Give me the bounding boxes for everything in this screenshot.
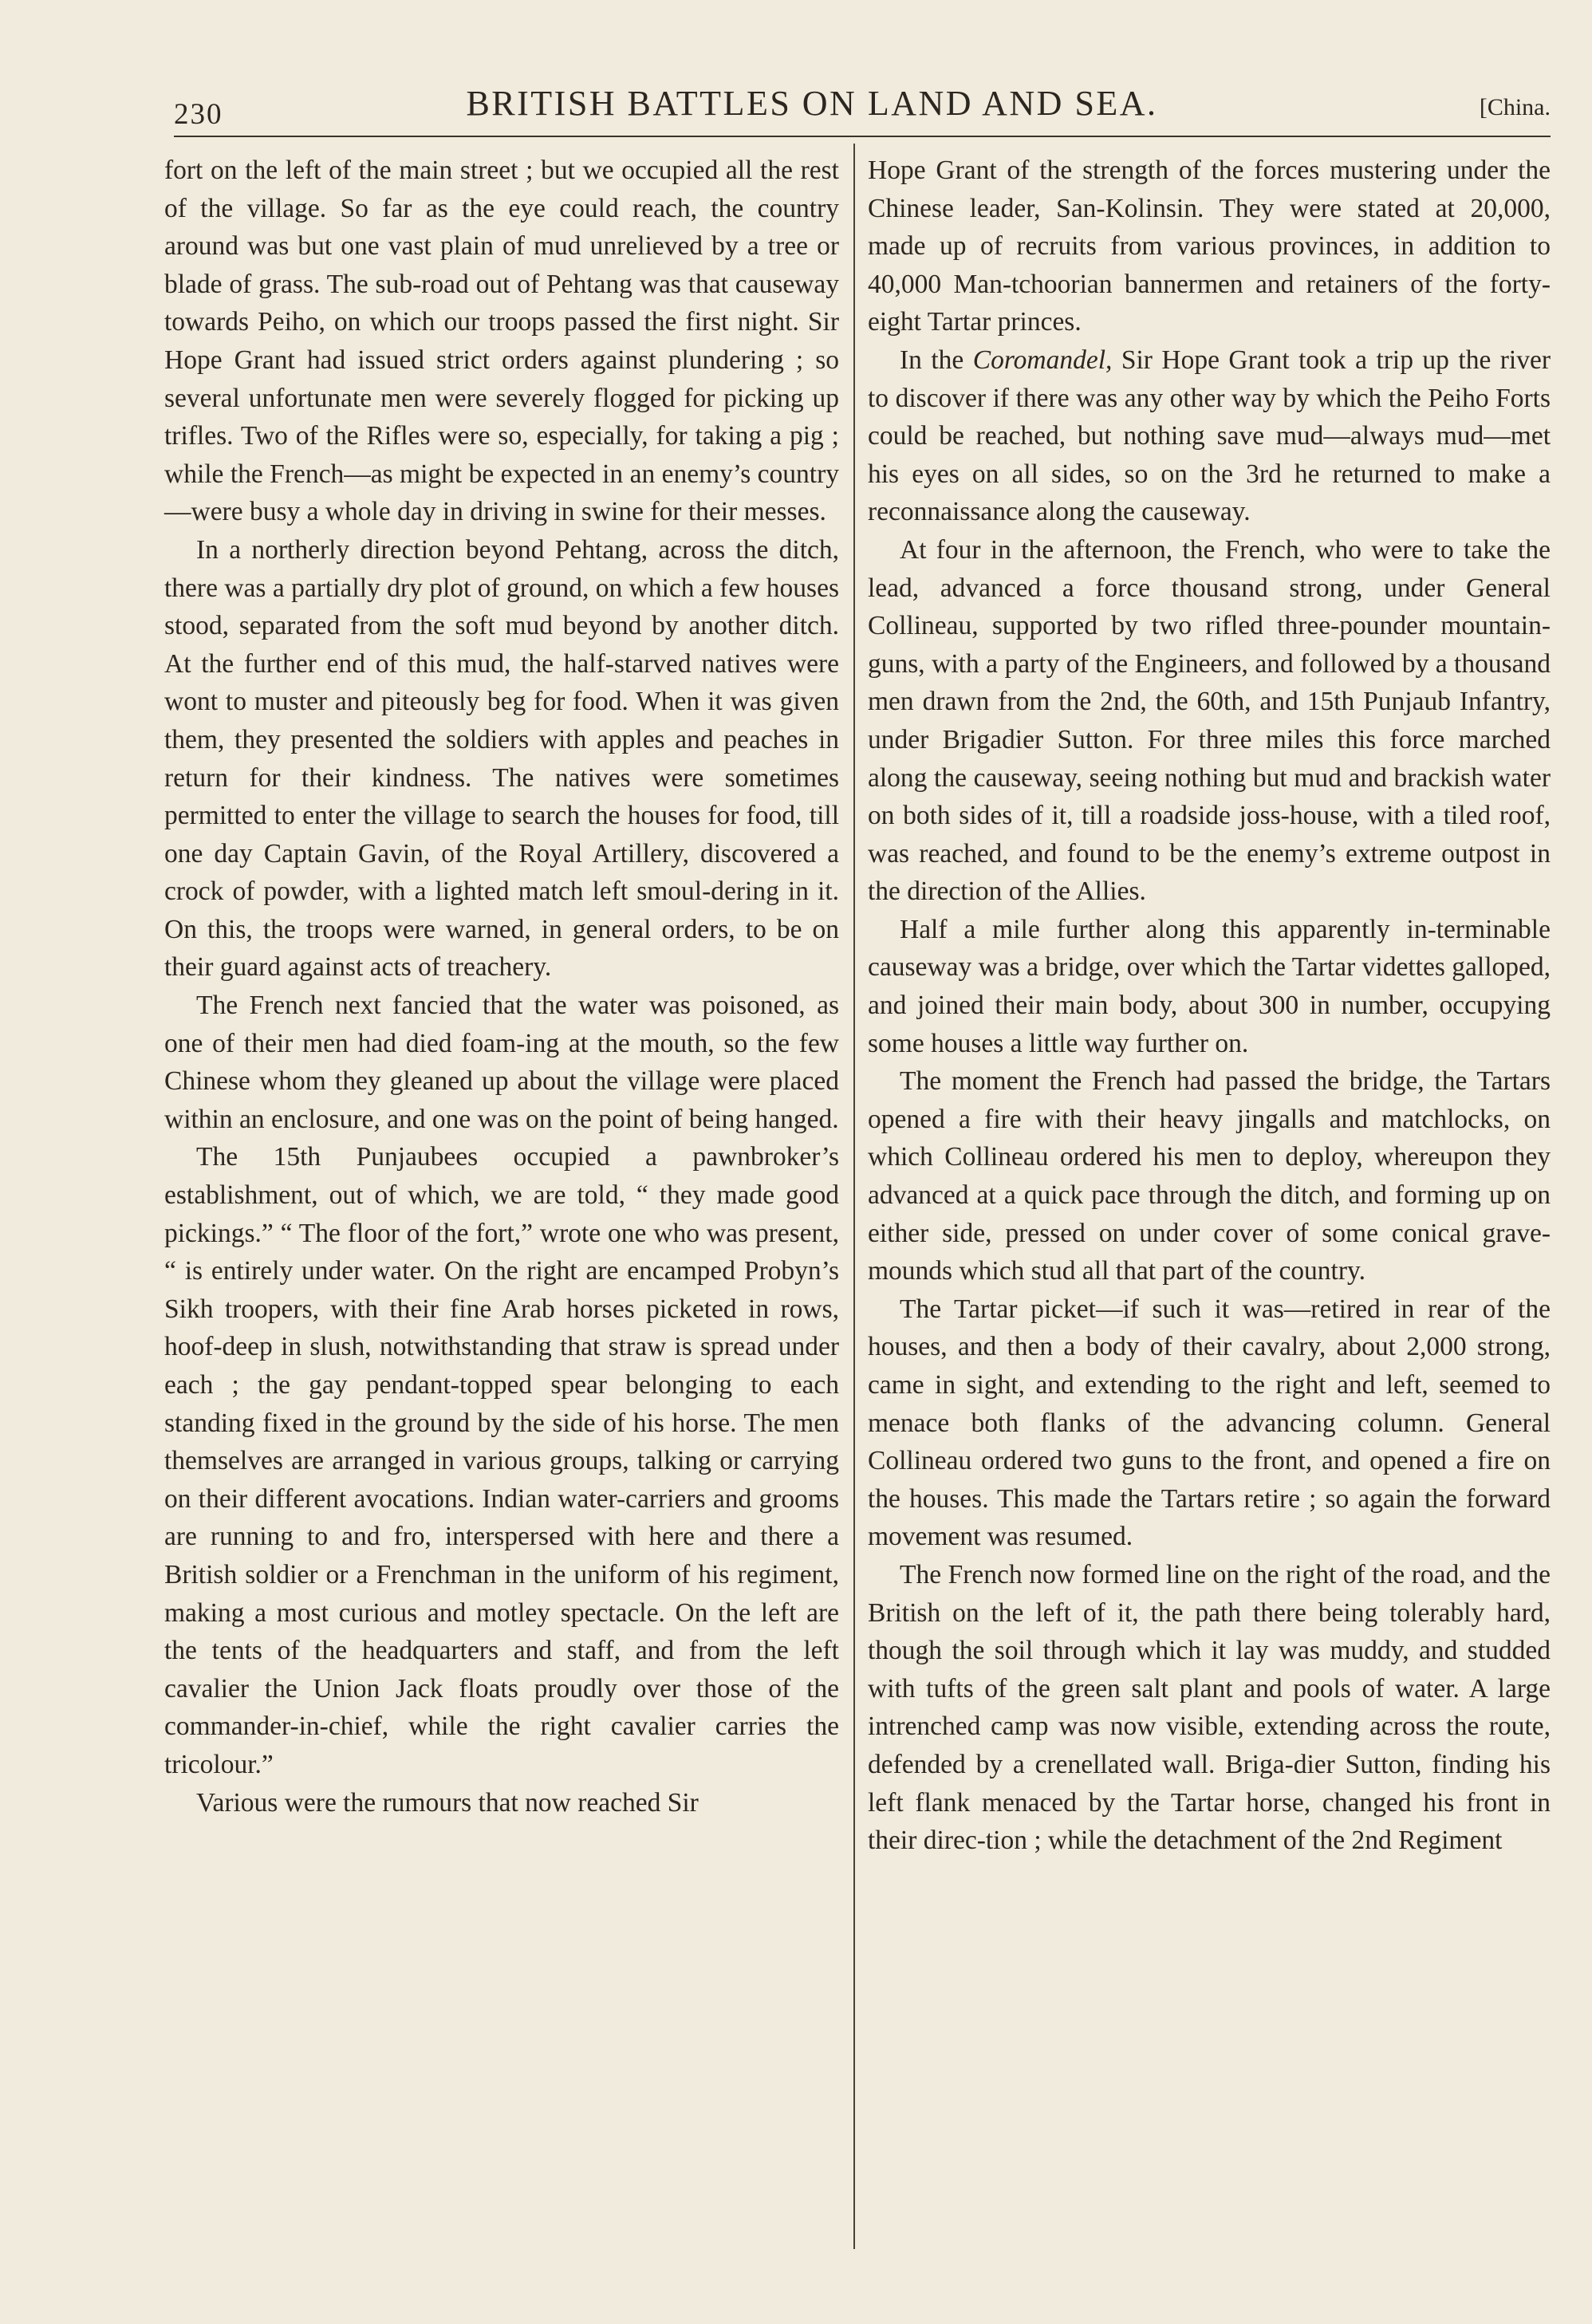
paragraph: At four in the afternoon, the French, who were to take the lead, advanced a force thousand strong, under General Collineau, supported by two rifled three-pounder mountain-guns, with a party of the Engineers, and followed by a thousand men drawn from the 2nd, the 60th, and 15th Punjaub Infantry, under Brigadier Sutton. For three miles this force marched along the causeway, seeing nothing but mud and brackish water on both sides of it, till a roadside joss-house, with a tiled roof, was reached, and found to be the enemy’s extreme outpost in the direction of the Allies. [868, 534, 1551, 907]
ship-name: Coromandel, [972, 345, 1113, 375]
paragraph: Hope Grant of the strength of the forces mustering under the Chinese leader, San-Kolinsin. They were stated at 20,000, made up of recruits from various provinces, in addition to 40,000 Man-tchoorian bannermen and retainers of the forty-eight Tartar princes. [868, 156, 1551, 337]
page-number: 230 [174, 98, 223, 131]
paragraph [868, 341, 1551, 531]
left-column [164, 152, 839, 1822]
paragraph: Half a mile further along this apparently in-terminable causeway was a bridge, over which the Tartar videttes galloped, and joined their main body, about 300 in number, occupying some houses a little way further on. [868, 914, 1551, 1058]
right-column [868, 152, 1551, 1860]
paragraph: The moment the French had passed the bridge, the Tartars opened a fire with their heavy jingalls and matchlocks, on which Collineau ordered his men to deploy, whereupon they advanced at a quick pace through the ditch, and forming up on either side, pressed on under cover of some conical grave-mounds which stud all that part of the country. [868, 1066, 1551, 1286]
running-title: BRITISH BATTLES ON LAND AND SEA. [466, 84, 1158, 123]
header-rule [174, 136, 1551, 137]
paragraph: Various were the rumours that now reached Sir [196, 1787, 699, 1818]
paragraph: The Tartar picket—if such it was—retired in rear of the houses, and then a body of their cavalry, about 2,000 strong, came in sight, and extending to the right and left, seemed to menace both flanks of the advancing column. General Collineau ordered two guns to the front, and opened a fire on the houses. This made the Tartars retire ; so again the forward movement was resumed. [868, 1294, 1551, 1552]
paragraph: The French next fancied that the water was poisoned, as one of their men had died foam-ing at the mouth, so the few Chinese whom they gleaned up about the village were placed within an enclosure, and one was on the point of being hanged. [164, 991, 839, 1134]
section-label: [China. [1479, 94, 1551, 120]
text-span: Sir Hope Grant took a trip up the river to discover if there was any other way by which the Peiho Forts could be reached, but nothing save mud—always mud—met his eyes on all sides, so on the 3rd he returned to make a reconnaissance along the causeway. [868, 345, 1551, 527]
column-divider [853, 144, 855, 2249]
paragraph: The 15th Punjaubees occupied a pawnbroker’s establishment, out of which, we are told, “ they made good pickings.” “ The floor of the fort,” wrote one who was present, “ is entirely under water. On the right are encamped Probyn’s Sikh troopers, with their fine Arab horses picketed in rows, hoof-deep in slush, notwithstanding that straw is spread under each ; the gay pendant-topped spear belonging to each standing fixed in the ground by the side of his horse. The men themselves are arranged in various groups, talking or carrying on their different avocations. Indian water-carriers and grooms are running to and fro, interspersed with here and there a British soldier or a Frenchman in the uniform of his regiment, making a most curious and motley spectacle. On the left are the tents of the headquarters and staff, and from the left cavalier the Union Jack floats proudly over those of the commander-in-chief, while the right cavalier carries the tricolour.” [164, 1142, 839, 1779]
paragraph: In a northerly direction beyond Pehtang, across the ditch, there was a partially dry plot of ground, on which a few houses stood, separated from the soft mud beyond by another ditch. At the further end of this mud, the half-starved natives were wont to muster and piteously beg for food. When it was given them, they presented the soldiers with apples and peaches in return for their kindness. The natives were sometimes permitted to enter the village to search the houses for food, till one day Captain Gavin, of the Royal Artillery, discovered a crock of powder, with a lighted match left smoul-dering in it. On this, the troops were warned, in general orders, to be on their guard against acts of treachery. [164, 534, 839, 983]
text-span: In the [900, 345, 964, 375]
paragraph: The French now formed line on the right of the road, and the British on the left of it, the path there being tolerably hard, though the soil through which it lay was muddy, and studded with tufts of the green salt plant and pools of water. A large intrenched camp was now visible, extending across the route, defended by a crenellated wall. Briga-dier Sutton, finding his left flank menaced by the Tartar horse, changed his front in their direc-tion ; while the detachment of the 2nd Regiment [868, 1559, 1551, 1856]
paragraph: fort on the left of the main street ; but we occupied all the rest of the village. So far as the eye could reach, the country around was but one vast plain of mud unrelieved by a tree or blade of grass. The sub-road out of Pehtang was that causeway towards Peiho, on which our troops passed the first night. Sir Hope Grant had issued strict orders against plundering ; so several unfortunate men were severely flogged for picking up trifles. Two of the Rifles were so, especially, for taking a pig ; while the French—as might be expected in an enemy’s country—were busy a whole day in driving in swine for their messes. [164, 156, 839, 527]
